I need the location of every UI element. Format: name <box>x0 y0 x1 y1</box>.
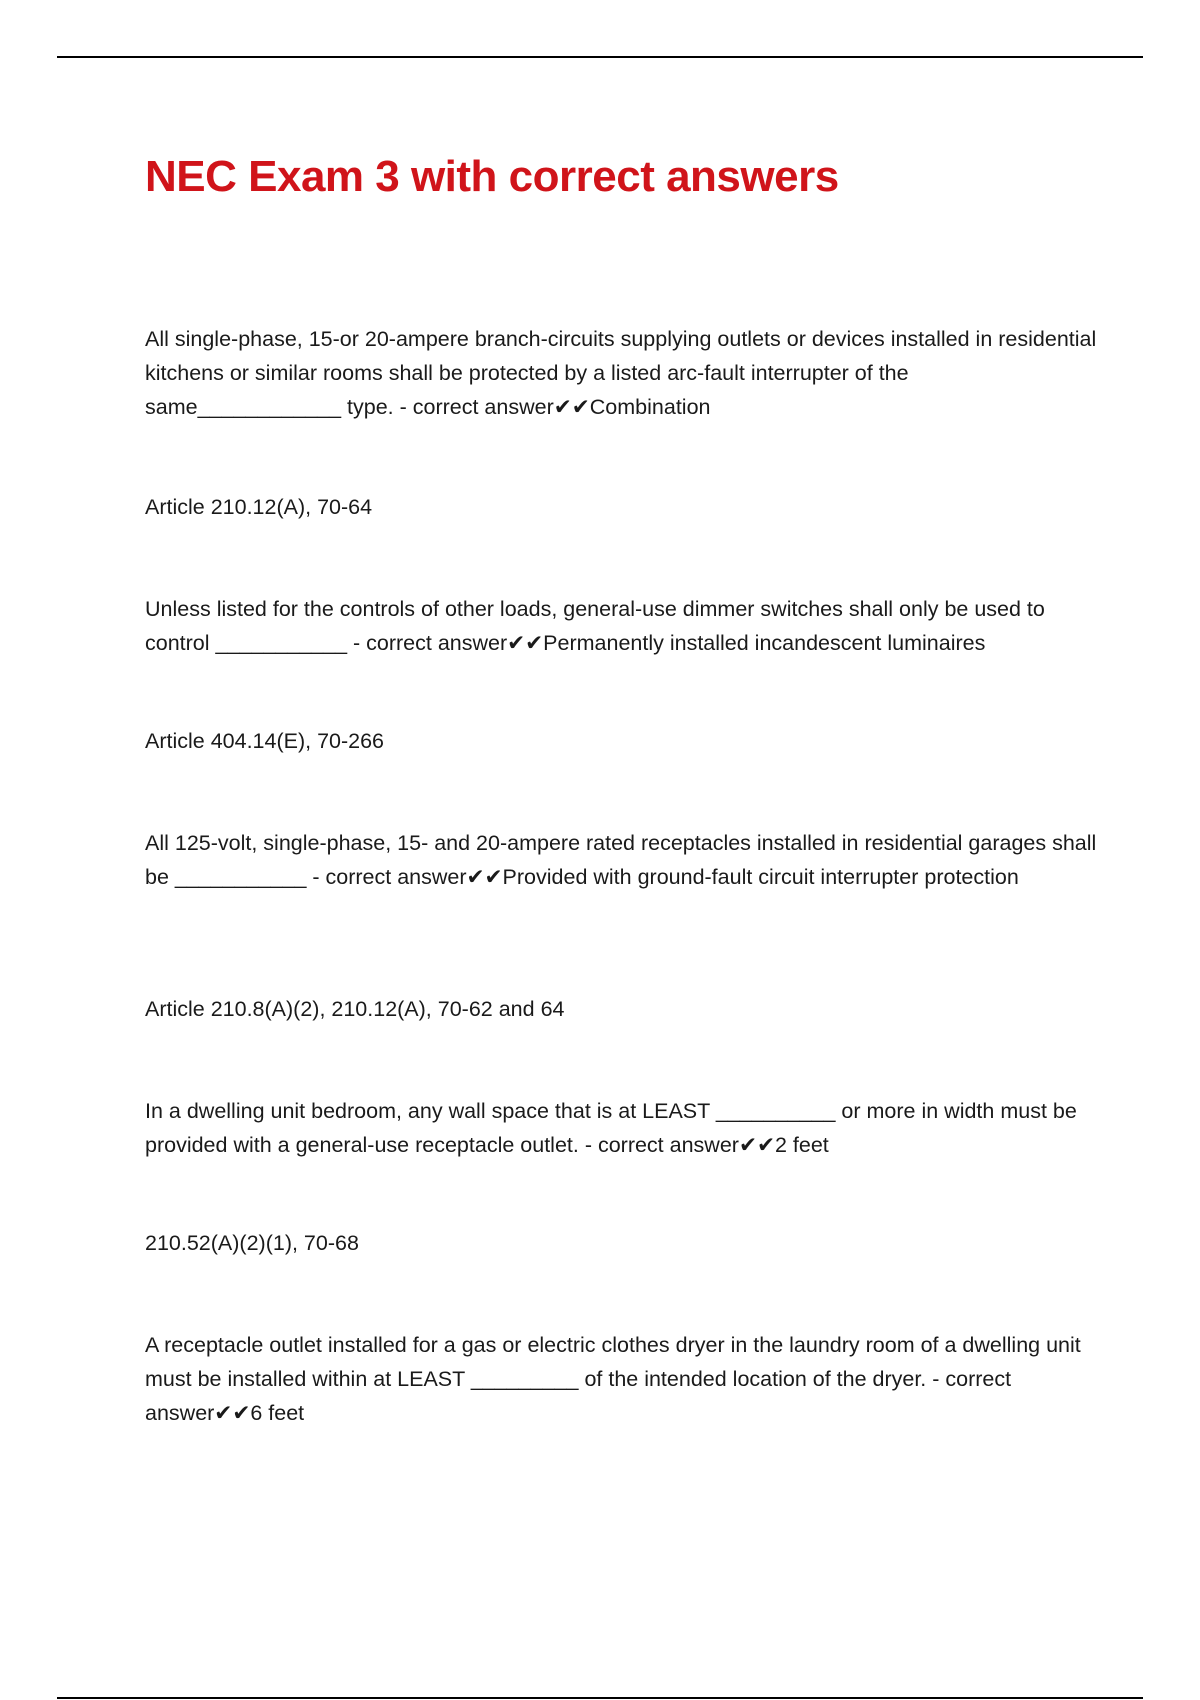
question-3: All 125-volt, single-phase, 15- and 20-ampere rated receptacles installed in residential garages shall be ___________ - correct answer✔✔Provided with ground-fault circuit interrupter protection <box>145 831 1097 889</box>
reference-4: 210.52(A)(2)(1), 70-68 <box>145 1231 359 1255</box>
top-rule <box>57 56 1143 58</box>
question-5: A receptacle outlet installed for a gas or electric clothes dryer in the laundry room of a dwelling unit must be installed within at LEAST _________ of the intended location of the dryer. - correct answer✔✔6 feet <box>145 1333 1081 1425</box>
document-title: NEC Exam 3 with correct answers <box>145 152 839 201</box>
reference-3: Article 210.8(A)(2), 210.12(A), 70-62 and 64 <box>145 997 565 1021</box>
bottom-rule <box>57 1697 1143 1699</box>
question-1: All single-phase, 15-or 20-ampere branch-circuits supplying outlets or devices installed in residential kitchens or similar rooms shall be protected by a listed arc-fault interrupter of the same____________ type. - correct answer✔✔Combination <box>145 327 1097 419</box>
reference-1: Article 210.12(A), 70-64 <box>145 495 373 519</box>
question-4: In a dwelling unit bedroom, any wall space that is at LEAST __________ or more in width must be provided with a general-use receptacle outlet. - correct answer✔✔2 feet <box>145 1099 1077 1157</box>
reference-2: Article 404.14(E), 70-266 <box>145 729 385 753</box>
question-2: Unless listed for the controls of other loads, general-use dimmer switches shall only be used to control ___________ - correct answer✔✔Permanently installed incandescent luminaires <box>145 597 1045 655</box>
